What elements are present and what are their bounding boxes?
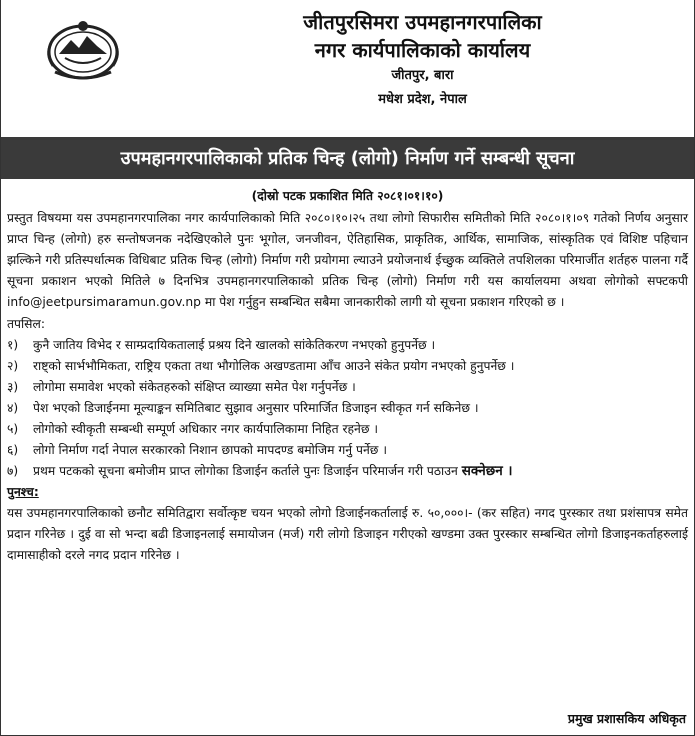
item-number: ७) xyxy=(7,464,19,478)
list-item xyxy=(7,377,688,398)
item-text: कुनै जातिय विभेद र साम्प्रदायिकतालाई प्रश्रय दिने खालको सांकेतिकरण नभएको हुनुपर्नेछ । xyxy=(33,338,436,352)
item-text: लोगोमा समावेश भएको संकेतहरुको संक्षिप्त व्याख्या समेत पेश गर्नुपर्नेछ । xyxy=(33,380,356,394)
signatory: प्रमुख प्रशासकिय अधिकृत xyxy=(567,711,686,726)
item-text-emphasis: सक्नेछन । xyxy=(461,463,513,479)
details-label: तपसिल: xyxy=(7,317,45,331)
item-text: लोगोको स्वीकृती सम्बन्धी सम्पूर्ण अधिकार नगर कार्यपालिकामा निहित रहनेछ । xyxy=(33,422,379,436)
item-number: ६) xyxy=(7,443,19,457)
note-label: पुनश्च: xyxy=(7,485,39,499)
item-text: राष्ट्को सार्भभौमिकता, राष्ट्रिय एकता तथा भौगोलिक अखण्डतामा आँच आउने संकेत प्रयोग नभएको हुनुपर्नेछ । xyxy=(33,359,515,373)
location: जीतपुर, बारा xyxy=(391,68,454,83)
item-text-main: प्रथम पटकको सूचना बमोजीम प्राप्त लोगोका डिजाईन कर्ताले पुनः डिजाईन परिमार्जन गरी पठाउन xyxy=(33,464,458,478)
item-number: ४) xyxy=(7,401,19,415)
item-text xyxy=(33,461,688,482)
publish-date: (दोस्रो पटक प्रकाशित मिति २०८१।०१।१०) xyxy=(251,189,444,203)
note-paragraph: यस उपमहानगरपालिकाको छनौट समितिद्वारा सर्वोत्कृष्ट चयन भएको लोगो डिजाईनकर्तालाई रु. ५०,०००।- (कर सहित) नगद पुरस्कार तथा प्रशंसापत्र समेत प्रदान गरिनेछ । दुई वा सो भन्दा बढी डिजाइनलाई समायोजन (मर्ज) गरी लोगो डिजाइन गरीएको खण्डमा उक्त पुरस्कार सम्बन्धित लोगो डिजाइनकर्ताहरुलाई दामासाहीको दरले नगद प्रदान गरिनेछ । xyxy=(7,506,688,562)
office-name: नगर कार्यपालिकाको कार्यालय xyxy=(314,38,531,62)
item-number: ३) xyxy=(7,380,19,394)
notice-body xyxy=(7,186,688,566)
item-text: लोगो निर्माण गर्दा नेपाल सरकारको निशान छापको मापदण्ड बमोजिम गर्नु पर्नेछ । xyxy=(33,443,387,457)
item-number: २) xyxy=(7,359,19,373)
header xyxy=(1,0,694,132)
list-item xyxy=(7,398,688,419)
province: मधेश प्रदेश, नेपाल xyxy=(378,92,467,107)
item-number: १) xyxy=(7,338,19,352)
list-item xyxy=(7,440,688,461)
item-text: पेश भएको डिजाईनमा मूल्याङ्कन समितिबाट सुझाव अनुसार परिमार्जित डिजाइन स्वीकृत गर्न सकिनेछ । xyxy=(33,401,479,415)
item-number: ५) xyxy=(7,422,19,436)
intro-paragraph: प्रस्तुत विषयमा यस उपमहानगरपालिका नगर कार्यपालिकाको मिति २०८०।१०।२५ तथा लोगो सिफारीस समितीको मिति २०८०।१।०९ गतेको निर्णय अनुसार प्राप्त चिन्ह (लोगो) हरु सन्तोषजनक नदेखिएकोले पुनः भूगोल, जनजीवन, ऐतिहासिक, प्राकृतिक, आर्थिक, सामाजिक, सांस्कृतिक एवं विशिष्ट पहिचान झल्किने गरी प्रतिस्पर्धात्मक विधिबाट प्रतिक चिन्ह (लोगो) निर्माण गरी प्रयोगमा ल्याउने प्रयोजनार्थ ईच्छुक व्यक्तिले तपशिलका परिमार्जीत शर्तहरु पालना गर्दै सूचना प्रकाशन भएको मितिले ७ दिनभित्र उपमहानगरपालिकाको प्रतिक चिन्ह (लोगो) निर्माण गरी यस कार्यालयमा अथवा लोगोको सफ्टकपी info@jeetpursimaramun.gov.np मा पेश गर्नुहुन सम्बन्धित सबैमा जानकारीको लागी यो सूचना प्रकाशन गरिएको छ । xyxy=(7,211,688,309)
list-item xyxy=(7,419,688,440)
list-item xyxy=(7,335,688,356)
header-title-block xyxy=(151,8,694,112)
notice-banner xyxy=(1,137,694,179)
list-item xyxy=(7,461,688,482)
nepal-government-emblem-icon xyxy=(41,14,125,84)
list-item xyxy=(7,356,688,377)
banner-title: उपमहानगरपालिकाको प्रतिक चिन्ह (लोगो) निर्माण गर्ने सम्बन्धी सूचना xyxy=(120,148,575,169)
org-name: जीतपुरसिमरा उपमहानगरपालिका xyxy=(303,10,542,34)
